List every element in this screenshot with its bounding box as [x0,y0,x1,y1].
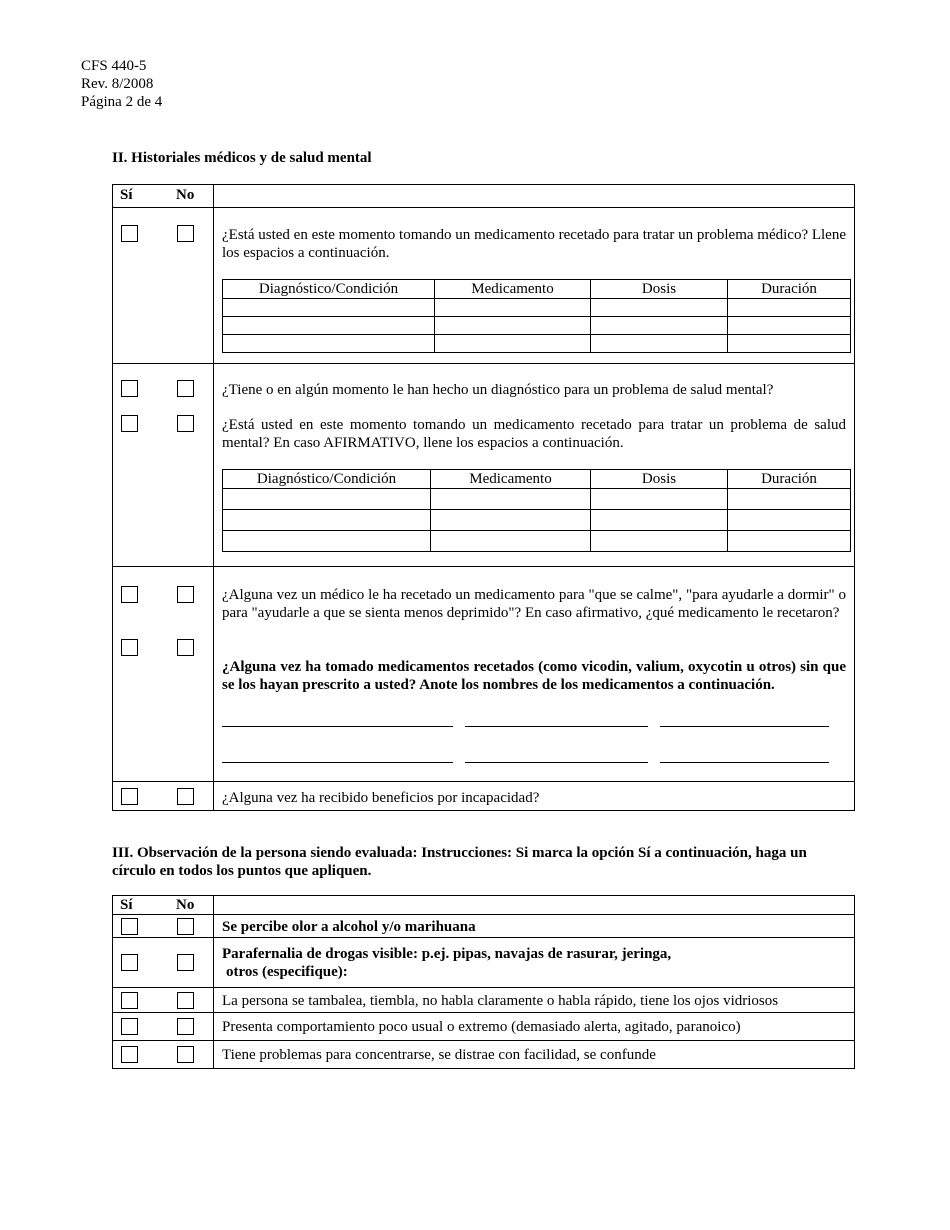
table-cell[interactable] [435,299,591,317]
item2-line2: otros (especifique): [226,964,348,980]
q2-yes-checkbox[interactable] [121,380,138,397]
row-divider [113,937,854,938]
q2-no-checkbox[interactable] [177,380,194,397]
table-cell[interactable] [728,317,851,335]
row-divider [113,207,854,208]
item2-line1: Parafernalia de drogas visible: p.ej. pipas, navajas de rasurar, jeringa, [222,946,672,962]
item3-text: La persona se tambalea, tiembla, no habla claramente o habla rápido, tiene los ojos vidriosos [222,993,779,1009]
section-2-table [112,184,855,811]
table-cell[interactable] [223,317,435,335]
table-cell[interactable] [223,531,431,552]
table-cell[interactable] [728,489,851,510]
table-cell[interactable] [728,531,851,552]
q4-yes-checkbox[interactable] [121,586,138,603]
item5-text: Tiene problemas para concentrarse, se distrae con facilidad, se confunde [222,1047,656,1063]
row-divider [113,987,854,988]
q1-yes-checkbox[interactable] [121,225,138,242]
q5-question: ¿Alguna vez ha tomado medicamentos recetados (como vicodin, valium, oxycotin u otros) sin que se los hayan prescrito a usted? Anote los nombres de los medicamentos a continuación. [222,659,846,693]
row-divider [113,914,854,915]
q1-medication-table [222,279,851,353]
table-header: Duración [728,280,851,299]
form-header [81,57,162,111]
medication-name-line[interactable] [222,726,453,727]
item4-yes-checkbox[interactable] [121,1018,138,1035]
row-divider [113,566,854,567]
item4-no-checkbox[interactable] [177,1018,194,1035]
q3-no-checkbox[interactable] [177,415,194,432]
row-divider [113,363,854,364]
item1-text: Se percibe olor a alcohol y/o marihuana [222,919,476,935]
medication-name-line[interactable] [222,762,453,763]
form-revision: Rev. 8/2008 [81,76,154,92]
q5-yes-checkbox[interactable] [121,639,138,656]
table-cell[interactable] [591,510,728,531]
column-header-no: No [176,187,195,203]
section-3-title: III. Observación de la persona siendo evaluada: Instrucciones: Si marca la opción Sí a continuación, haga un círculo en todos los puntos que apliquen. [112,845,807,879]
table-cell[interactable] [223,299,435,317]
item5-yes-checkbox[interactable] [121,1046,138,1063]
column-header-no: No [176,897,195,913]
table-cell[interactable] [728,299,851,317]
q3-question: ¿Está usted en este momento tomando un medicamento recetado para tratar un problema de salud mental? En caso AFIRMATIVO, llene los espacios a continuación. [222,417,846,451]
item1-yes-checkbox[interactable] [121,918,138,935]
row-divider [113,1012,854,1013]
table-cell[interactable] [591,531,728,552]
table-cell[interactable] [591,489,728,510]
column-divider [213,896,214,1068]
medication-name-line[interactable] [660,762,829,763]
table-header: Dosis [591,470,728,489]
table-cell[interactable] [728,510,851,531]
table-header: Medicamento [435,280,591,299]
table-cell[interactable] [435,335,591,353]
q1-no-checkbox[interactable] [177,225,194,242]
table-header: Medicamento [431,470,591,489]
table-header: Dosis [591,280,728,299]
form-id: CFS 440-5 [81,58,147,74]
table-cell[interactable] [431,489,591,510]
q3-yes-checkbox[interactable] [121,415,138,432]
table-cell[interactable] [431,510,591,531]
q6-no-checkbox[interactable] [177,788,194,805]
item3-yes-checkbox[interactable] [121,992,138,1009]
item2-text [222,945,846,981]
table-cell[interactable] [223,489,431,510]
table-cell[interactable] [591,335,728,353]
q6-yes-checkbox[interactable] [121,788,138,805]
q3-medication-table [222,469,851,552]
table-cell[interactable] [591,299,728,317]
table-cell[interactable] [728,335,851,353]
medication-name-line[interactable] [465,762,648,763]
table-cell[interactable] [435,317,591,335]
column-header-yes: Sí [120,897,133,913]
q5-no-checkbox[interactable] [177,639,194,656]
table-cell[interactable] [431,531,591,552]
column-header-yes: Sí [120,187,133,203]
item4-text: Presenta comportamiento poco usual o extremo (demasiado alerta, agitado, paranoico) [222,1019,741,1035]
table-header: Diagnóstico/Condición [223,280,435,299]
q4-question: ¿Alguna vez un médico le ha recetado un medicamento para "que se calme", "para ayudarle a dormir" o para "ayudarle a que se sienta menos deprimido"? En caso afirmativo, ¿qué medicamento le recetaron? [222,587,846,621]
table-cell[interactable] [223,335,435,353]
item2-yes-checkbox[interactable] [121,954,138,971]
item3-no-checkbox[interactable] [177,992,194,1009]
q1-question: ¿Está usted en este momento tomando un medicamento recetado para tratar un problema médico? Llene los espacios a continuación. [222,227,846,261]
row-divider [113,781,854,782]
column-divider [213,185,214,810]
item5-no-checkbox[interactable] [177,1046,194,1063]
table-cell[interactable] [591,317,728,335]
q6-question: ¿Alguna vez ha recibido beneficios por incapacidad? [222,790,540,806]
q2-question: ¿Tiene o en algún momento le han hecho un diagnóstico para un problema de salud mental? [222,382,774,398]
medication-name-line[interactable] [660,726,829,727]
item1-no-checkbox[interactable] [177,918,194,935]
page-number: Página 2 de 4 [81,94,163,110]
row-divider [113,1040,854,1041]
table-header: Duración [728,470,851,489]
table-header: Diagnóstico/Condición [223,470,431,489]
section-3-table [112,895,855,1069]
section-2-title: II. Historiales médicos y de salud mental [112,150,372,166]
medication-name-line[interactable] [465,726,648,727]
q4-no-checkbox[interactable] [177,586,194,603]
table-cell[interactable] [223,510,431,531]
item2-no-checkbox[interactable] [177,954,194,971]
